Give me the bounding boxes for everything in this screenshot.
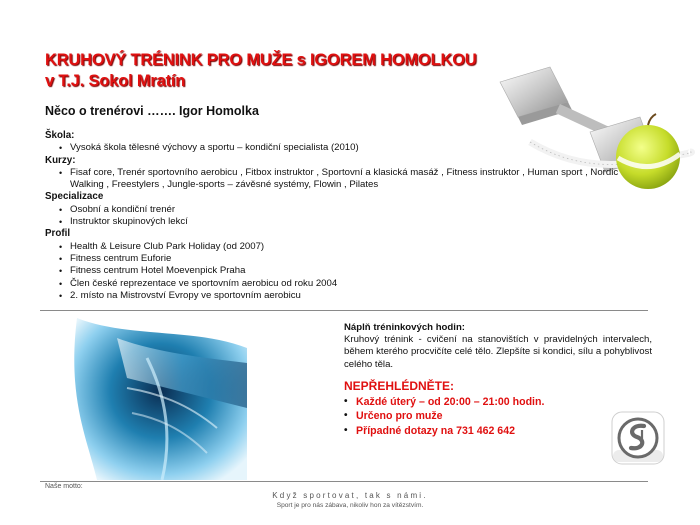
list-item: • Instruktor skupinových lekcí <box>59 216 625 228</box>
list-item: • Fisaf core, Trenér sportovního aerobicu , Fitbox instruktor , Sportovní a klasická masáž , Fitness instruktor , Human sport , Nordic Walking , Freestylers , Jungle-sports – závěsné systémy, Flowin , Pilates <box>59 167 625 192</box>
title-line-1: KRUHOVÝ TRÉNINK PRO MUŽE s IGOREM HOMOLKOU <box>45 51 477 69</box>
notice-item-contact: • Případné dotazy na 731 462 642 <box>344 424 604 438</box>
list-skola <box>45 142 625 154</box>
notice-box <box>344 379 604 438</box>
list-profil <box>45 241 625 302</box>
list-item: • Health & Leisure Club Park Holiday (od 2007) <box>59 241 625 253</box>
training-content <box>344 322 652 371</box>
motto-line-2: Sport je pro nás zábava, nikoliv hon za vítězstvím. <box>276 502 424 509</box>
section-heading-kurzy: Kurzy: <box>45 154 76 166</box>
training-content-text: Kruhový trénink - cvičení na stanovištích v pravidelných intervalech, během kterého procvičíte celé tělo. Zlepšíte si kondici, sílu a pohyblivost celého těla. <box>344 334 652 370</box>
section-heading-profil: Profil <box>45 228 71 240</box>
title-line-2: v T.J. Sokol Mratín <box>45 72 186 90</box>
notice-list <box>344 395 604 438</box>
trainer-intro: Něco o trenérovi ……. Igor Homolka <box>45 104 259 118</box>
section-heading-skola: Škola: <box>45 130 75 141</box>
notice-item-target: • Určeno pro muže <box>344 409 604 423</box>
page-title <box>45 50 565 92</box>
footer-divider <box>40 481 648 482</box>
divider <box>40 310 648 311</box>
sokol-logo-icon <box>610 410 666 466</box>
notice-item-schedule: • Každé úterý – od 20:00 – 21:00 hodin. <box>344 395 604 409</box>
list-kurzy <box>45 167 625 192</box>
section-heading-specializace: Specializace <box>45 191 104 203</box>
list-specializace <box>45 204 625 229</box>
motto-label: Naše motto: <box>45 483 83 490</box>
xray-torso-image <box>57 318 247 480</box>
list-item: • 2. místo na Mistrovství Evropy ve sportovním aerobicu <box>59 290 625 302</box>
list-item: • Fitness centrum Euforie <box>59 253 625 265</box>
notice-heading: NEPŘEHLÉDNĚTE: <box>344 379 455 393</box>
list-item: • Osobní a kondiční trenér <box>59 204 625 216</box>
training-content-heading: Náplň tréninkových hodin: <box>344 322 465 333</box>
list-item: • Fitness centrum Hotel Moevenpick Praha <box>59 265 625 277</box>
trainer-info <box>45 130 625 302</box>
list-item: • Vysoká škola tělesné výchovy a sportu – kondiční specialista (2010) <box>59 142 625 154</box>
motto-line-1: Když sportovat, tak s námi. <box>272 491 428 500</box>
list-item: • Člen české reprezentace ve sportovním aerobicu od roku 2004 <box>59 278 625 290</box>
